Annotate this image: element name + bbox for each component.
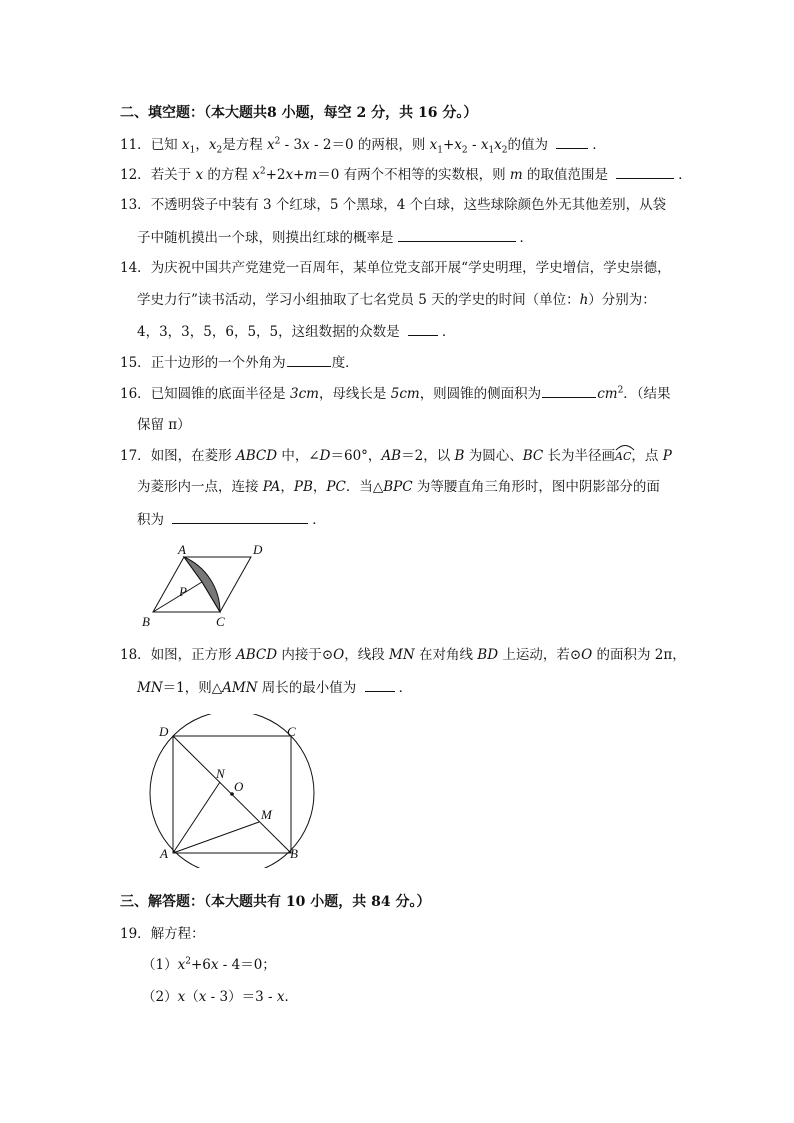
question-14-line-3: 4，3，3，5，6，5，5，这组数据的众数是 ． — [137, 324, 456, 340]
question-16: 16．已知圆锥的底面半径是 3cm，母线长是 5cm，则圆锥的侧面积为 $cm^2$．（结果 — [120, 385, 671, 402]
answer-blank[interactable] — [398, 228, 516, 242]
arc-mark-icon — [615, 443, 635, 451]
question-12: 12．若关于 x 的方程 $x^2+2x+m=0$ 有两个不相等的实数根，则 m 的取值范围是 ． — [120, 166, 692, 183]
question-18: 18．如图，正方形 ABCD 内接于⊙O，线段 MN 在对角线 BD 上运动，若⊙O 的面积为 2π， — [120, 647, 686, 663]
answer-blank[interactable] — [616, 165, 674, 179]
segment-am — [173, 822, 259, 853]
label-m: M — [261, 807, 272, 822]
answer-blank[interactable] — [365, 678, 395, 692]
question-17-line-3: 积为 ． — [137, 512, 326, 528]
question-14-line-2: 学史力行”读书活动，学习小组抽取了七名党员 5 天的学史的时间（单位：h）分别为： — [137, 292, 656, 308]
label-c: C — [216, 614, 225, 629]
label-p: P — [179, 584, 187, 599]
answer-blank[interactable] — [408, 322, 438, 336]
question-17-line-2: 为菱形内一点，连接 PA，PB，PC．当△BPC 为等腰直角三角形时，图中阴影部分的面 — [137, 479, 660, 495]
segment-an — [173, 782, 220, 853]
question-11: 11．已知 $x_1$，$x_2$是方程 $x^2 - 3x - 2=0$ 的两根，则 $x_1+x_2 - x_1x_2$的值为 ． — [120, 136, 606, 156]
question-number: 11． — [120, 137, 151, 153]
label-d: D — [253, 542, 263, 557]
answer-blank[interactable] — [556, 135, 588, 149]
question-19: 19．解方程： — [120, 926, 205, 942]
label-b: B — [290, 846, 298, 861]
label-n: N — [216, 766, 225, 781]
question-13: 13．不透明袋子中装有 3 个红球，5 个黑球，4 个白球，这些球除颜色外无其他差别，从袋 — [120, 197, 667, 213]
answer-blank[interactable] — [542, 384, 596, 398]
answer-blank[interactable] — [287, 353, 331, 367]
arc-ac-notation: AC — [615, 447, 631, 466]
question-18-line-2: MN＝1，则△AMN 周长的最小值为 ． — [137, 680, 413, 696]
answer-blank[interactable] — [172, 510, 308, 524]
label-d: D — [159, 724, 169, 739]
label-a: A — [160, 846, 168, 861]
rhombus-abcd — [153, 557, 251, 612]
label-a: A — [178, 542, 186, 557]
inscribed-square-figure — [140, 714, 320, 868]
question-19-part-1: $(1)x^2+6x - 4=0$； — [142, 956, 276, 973]
label-o: O — [234, 779, 244, 794]
segment-pb — [153, 582, 202, 612]
rhombus-figure — [138, 540, 278, 630]
question-15: 15．正十边形的一个外角为 度． — [120, 355, 359, 371]
label-b: B — [142, 614, 150, 629]
question-17: 17．如图，在菱形 ABCD 中，∠D＝60°，AB＝2，以 B 为圆心、BC 长为半径画 AC，点 P — [120, 447, 672, 466]
section-3-title: 三、解答题：（本大题共有 10 小题，共 84 分。） — [120, 894, 431, 910]
question-14: 14．为庆祝中国共产党建党一百周年，某单位党支部开展“学史明理，学史增信，学史崇德， — [120, 260, 671, 276]
question-19-part-2: （2）x（x - 3）＝3 - x． — [142, 989, 298, 1005]
question-16-line-2: 保留 π） — [137, 417, 191, 433]
label-c: C — [287, 724, 296, 739]
section-2-title: 二、填空题：（本大题共8 小题，每空 2 分，共 16 分。） — [120, 105, 478, 121]
question-13-line-2: 子中随机摸出一个球，则摸出红球的概率是 ． — [137, 230, 533, 246]
